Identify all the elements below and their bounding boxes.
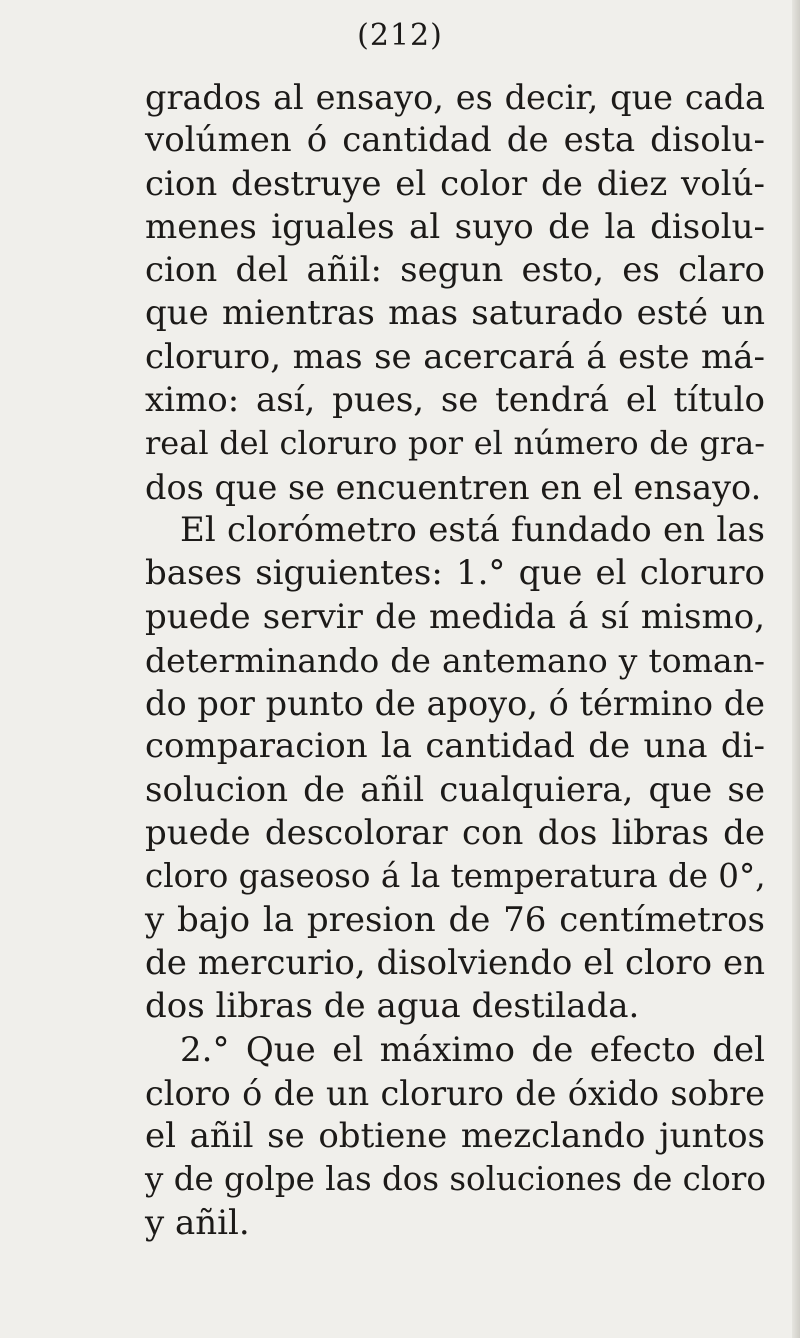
- text-line: cion destruye el color de diez volú-: [145, 163, 765, 204]
- text-line: real del cloruro por el número de gra-: [145, 424, 765, 463]
- text-line: y de golpe las dos soluciones de cloro: [145, 1160, 766, 1199]
- text-line: cloruro, mas se acercará á este má-: [145, 336, 765, 377]
- text-line: 2.° Que el máximo de efecto del: [180, 1029, 765, 1070]
- text-line: de mercurio, disolviendo el cloro en: [145, 942, 765, 983]
- text-line: bases siguientes: 1.° que el cloruro: [145, 553, 765, 594]
- text-line: ximo: así, pues, se tendrá el título: [145, 380, 765, 421]
- text-line: grados al ensayo, es decir, que cada: [145, 78, 765, 117]
- text-line: volúmen ó cantidad de esta disolu-: [145, 120, 765, 161]
- text-line: el añil se obtiene mezclando juntos: [145, 1116, 765, 1157]
- text-line: y bajo la presion de 76 centímetros: [145, 899, 765, 940]
- text-line: puede servir de medida á sí mismo,: [145, 596, 765, 637]
- page-edge: [792, 0, 800, 1338]
- text-line: cloro gaseoso á la temperatura de 0°,: [145, 857, 766, 896]
- text-line: comparacion la cantidad de una di-: [145, 726, 765, 767]
- text-line: solucion de añil cualquiera, que se: [145, 769, 765, 810]
- text-line: cion del añil: segun esto, es claro: [145, 250, 765, 291]
- page-number: (212): [357, 18, 443, 53]
- text-line: El clorómetro está fundado en las: [180, 509, 765, 550]
- text-line: cloro ó de un cloruro de óxido sobre: [145, 1073, 765, 1113]
- text-line: dos que se encuentren en el ensayo.: [145, 467, 762, 507]
- text-line: puede descolorar con dos libras de: [145, 813, 765, 854]
- text-line: determinando de antemano y toman-: [145, 640, 765, 680]
- text-line: menes iguales al suyo de la disolu-: [145, 206, 765, 247]
- body-text: [145, 76, 765, 1245]
- text-line: dos libras de agua destilada.: [145, 986, 640, 1027]
- text-line: do por punto de apoyo, ó término de: [145, 684, 765, 724]
- text-line: que mientras mas saturado esté un: [145, 293, 765, 334]
- text-line: y añil.: [145, 1202, 250, 1243]
